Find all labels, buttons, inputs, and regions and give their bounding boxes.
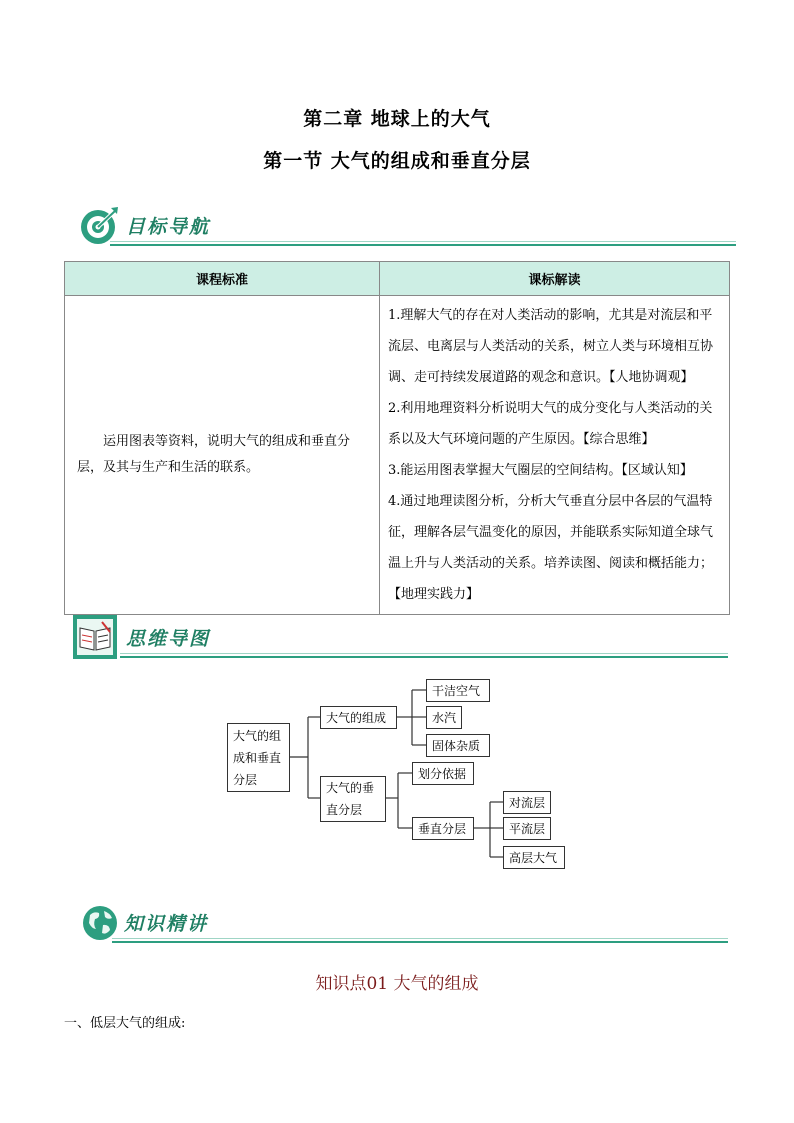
mindmap-basis: 划分依据 — [412, 762, 474, 785]
header-standard: 课程标准 — [65, 262, 380, 296]
mindmap-layer: 平流层 — [503, 817, 551, 840]
section-label-goals: 目标导航 — [126, 216, 211, 238]
interpretation-item: 4.通过地理读图分析，分析大气垂直分层中各层的气温特征，理解各层气温变化的原因，并能联系实际知道全球气温上升与人类活动的关系。培养读图、阅读和概括能力；【地理实践力】 — [388, 494, 714, 602]
section-label-mindmap: 思维导图 — [126, 628, 211, 650]
header-interpretation: 课标解读 — [380, 262, 730, 296]
mindmap-comp-item: 干洁空气 — [426, 679, 490, 702]
interpretation-item: 2.利用地理资料分析说明大气的成分变化与人类活动的关系以及大气环境问题的产生原因。【综合思维】 — [388, 401, 713, 447]
mindmap-composition: 大气的组成 — [320, 706, 397, 729]
section-label-knowledge: 知识精讲 — [124, 913, 209, 935]
mindmap-layering: 垂直分层 — [412, 817, 474, 840]
section-header-knowledge — [82, 903, 728, 943]
interpretation-item: 1.理解大气的存在对人类活动的影响，尤其是对流层和平流层、电离层与人类活动的关系，树立人类与环境相互协调、走可持续发展道路的观念和意识。【人地协调观】 — [388, 308, 714, 385]
standard-text: 运用图表等资料，说明大气的组成和垂直分层，及其与生产和生活的联系。 — [65, 296, 380, 615]
mindmap-comp-item: 固体杂质 — [426, 734, 490, 757]
mindmap-vertical: 大气的垂直分层 — [320, 776, 386, 822]
section-title: 第一节 大气的组成和垂直分层 — [263, 150, 531, 172]
mindmap-layer: 高层大气 — [503, 846, 565, 869]
knowledge-point-subheading: 一、低层大气的组成: — [64, 1016, 186, 1031]
chapter-title: 第二章 地球上的大气 — [303, 108, 491, 130]
interpretation-item: 3.能运用图表掌握大气圈层的空间结构。【区域认知】 — [388, 463, 693, 478]
knowledge-point-title: 知识点01 大气的组成 — [315, 974, 479, 994]
globe-icon — [82, 903, 122, 943]
mindmap-comp-item: 水汽 — [426, 706, 462, 729]
mindmap-root: 大气的组成和垂直分层 — [227, 723, 290, 792]
mindmap-layer: 对流层 — [503, 791, 551, 814]
